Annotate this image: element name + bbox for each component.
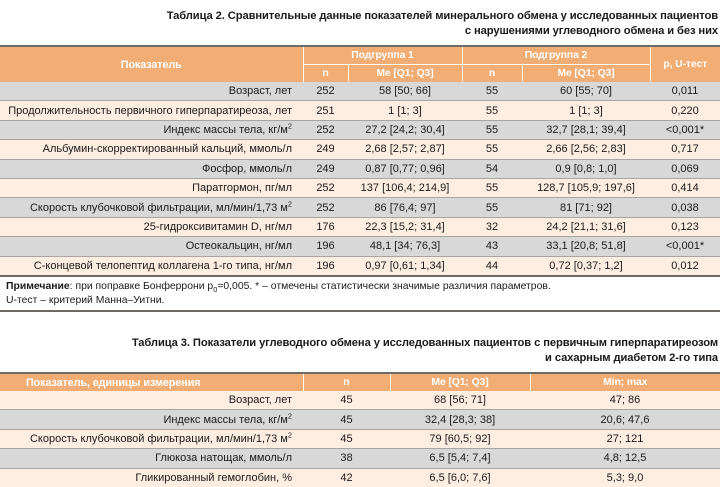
- row-label: Альбумин-скорректированный кальций, ммоль/л: [0, 140, 303, 159]
- row-n: 45: [303, 429, 390, 448]
- row-minmax: 47; 86: [530, 391, 720, 410]
- row-p-value: 0,414: [650, 178, 720, 197]
- row-minmax: 4,8; 12,5: [530, 449, 720, 468]
- table3-title: [0, 336, 720, 372]
- table-row: [0, 140, 720, 159]
- row-label: Возраст, лет: [0, 391, 303, 410]
- table2-header: [0, 46, 720, 82]
- table-row: [0, 237, 720, 256]
- table3-col-me: Ме [Q1; Q3]: [390, 373, 530, 391]
- row-minmax: 20,6; 47,6: [530, 410, 720, 429]
- row-p-value: 0,038: [650, 198, 720, 217]
- row-n: 42: [303, 468, 390, 487]
- row-me-group1: 1 [1; 3]: [348, 101, 462, 120]
- row-minmax: 5,3; 9,0: [530, 468, 720, 487]
- table3-col-minmax: Min; max: [530, 373, 720, 391]
- row-label: Гликированный гемоглобин, %: [0, 468, 303, 487]
- table2-note-text-a: : при поправке Бонферрони p: [69, 280, 214, 292]
- table2-col-n1: n: [303, 65, 348, 83]
- row-n-group1: 252: [303, 120, 348, 139]
- table2: [0, 45, 720, 275]
- row-n-group2: 54: [462, 159, 522, 178]
- row-label: Фосфор, ммоль/л: [0, 159, 303, 178]
- table-row: [0, 198, 720, 217]
- row-me-group2: 33,1 [20,8; 51,8]: [522, 237, 650, 256]
- row-p-value: <0,001*: [650, 237, 720, 256]
- row-n-group2: 32: [462, 217, 522, 236]
- row-n: 38: [303, 449, 390, 468]
- table-row: [0, 120, 720, 139]
- row-me-group1: 48,1 [34; 76,3]: [348, 237, 462, 256]
- row-me-group1: 0,87 [0,77; 0,96]: [348, 159, 462, 178]
- table2-note-label: Примечание: [6, 280, 70, 292]
- row-n-group2: 43: [462, 237, 522, 256]
- table2-title-line2: с нарушениями углеводного обмена и без них: [464, 25, 718, 37]
- row-p-value: 0,717: [650, 140, 720, 159]
- row-me-group1: 0,97 [0,61; 1,34]: [348, 256, 462, 275]
- row-me-group2: 1 [1; 3]: [522, 101, 650, 120]
- table-row: [0, 410, 720, 429]
- table2-title: [0, 0, 720, 45]
- row-p-value: 0,069: [650, 159, 720, 178]
- table2-note-text-b: =0,005. * – отмечены статистически значимые различия параметров.: [217, 280, 551, 292]
- row-n-group1: 249: [303, 159, 348, 178]
- table2-col-me1: Ме [Q1; Q3]: [348, 65, 462, 83]
- table2-col-me2: Ме [Q1; Q3]: [522, 65, 650, 83]
- row-n-group2: 55: [462, 140, 522, 159]
- row-n-group2: 55: [462, 101, 522, 120]
- row-label: Остеокальцин, нг/мл: [0, 237, 303, 256]
- table3-title-line2: и сахарным диабетом 2-го типа: [545, 352, 718, 365]
- row-me-group1: 2,68 [2,57; 2,87]: [348, 140, 462, 159]
- table-row: [0, 82, 720, 101]
- row-n-group1: 252: [303, 198, 348, 217]
- table3-col-parameter: Показатель, единицы измерения: [0, 373, 303, 391]
- row-label: Индекс массы тела, $кг/м^2$: [0, 120, 303, 139]
- row-label: Возраст, лет: [0, 82, 303, 101]
- row-n-group2: 55: [462, 198, 522, 217]
- table2-col-parameter: Показатель: [0, 46, 303, 82]
- table-row: [0, 391, 720, 410]
- row-n-group1: 249: [303, 140, 348, 159]
- table-row: [0, 178, 720, 197]
- row-label: Скорость клубочковой фильтрации, мл/мин/1,73 $м^2$: [0, 198, 303, 217]
- row-n: 45: [303, 410, 390, 429]
- table2-note: [0, 275, 720, 312]
- row-me: 32,4 [28,3; 38]: [390, 410, 530, 429]
- row-n-group1: 252: [303, 178, 348, 197]
- row-p-value: 0,011: [650, 82, 720, 101]
- row-p-value: 0,123: [650, 217, 720, 236]
- table2-col-group2: Подгруппа 2: [462, 46, 650, 65]
- section-gap: [0, 312, 720, 336]
- row-label: Скорость клубочковой фильтрации, мл/мин/1,73 $м^2$: [0, 429, 303, 448]
- table2-note-subscript: 0: [213, 284, 218, 294]
- row-n: 45: [303, 391, 390, 410]
- row-n-group2: 55: [462, 82, 522, 101]
- table2-header-row-1: [0, 46, 720, 65]
- row-n-group1: 196: [303, 237, 348, 256]
- table3-header: [0, 373, 720, 391]
- row-n-group1: 252: [303, 82, 348, 101]
- row-n-group1: 251: [303, 101, 348, 120]
- table3: [0, 372, 720, 487]
- table2-note-line2: U-тест – критерий Манна–Уитни.: [6, 294, 165, 306]
- row-me-group2: 24,2 [21,1; 31,6]: [522, 217, 650, 236]
- row-me-group2: 81 [71; 92]: [522, 198, 650, 217]
- row-p-value: <0,001*: [650, 120, 720, 139]
- row-me: 6,5 [5,4; 7,4]: [390, 449, 530, 468]
- table-row: [0, 429, 720, 448]
- row-n-group2: 55: [462, 178, 522, 197]
- row-label: Глюкоза натощак, ммоль/л: [0, 449, 303, 468]
- row-me-group2: 0,9 [0,8; 1,0]: [522, 159, 650, 178]
- row-me-group1: 58 [50; 66]: [348, 82, 462, 101]
- row-me-group2: 0,72 [0,37; 1,2]: [522, 256, 650, 275]
- row-n-group2: 55: [462, 120, 522, 139]
- table2-col-n2: n: [462, 65, 522, 83]
- table-row: [0, 256, 720, 275]
- row-label: Продолжительность первичного гиперпаратиреоза, лет: [0, 101, 303, 120]
- row-me: 6,5 [6,0; 7,6]: [390, 468, 530, 487]
- row-me-group1: 27,2 [24,2; 30,4]: [348, 120, 462, 139]
- row-me-group2: 32,7 [28,1; 39,4]: [522, 120, 650, 139]
- table-row: [0, 449, 720, 468]
- row-minmax: 27; 121: [530, 429, 720, 448]
- row-me-group1: 22,3 [15,2; 31,4]: [348, 217, 462, 236]
- row-n-group1: 196: [303, 256, 348, 275]
- row-p-value: 0,012: [650, 256, 720, 275]
- table3-col-n: n: [303, 373, 390, 391]
- row-me-group1: 137 [106,4; 214,9]: [348, 178, 462, 197]
- row-me-group2: 2,66 [2,56; 2,83]: [522, 140, 650, 159]
- row-p-value: 0,220: [650, 101, 720, 120]
- table-row: [0, 217, 720, 236]
- row-label: 25-гидроксивитамин D, нг/мл: [0, 217, 303, 236]
- table2-body: [0, 82, 720, 275]
- row-me: 79 [60,5; 92]: [390, 429, 530, 448]
- row-label: С-концевой телопептид коллагена 1-го типа, нг/мл: [0, 256, 303, 275]
- row-n-group2: 44: [462, 256, 522, 275]
- row-n-group1: 176: [303, 217, 348, 236]
- row-label: Индекс массы тела, $кг/м^2$: [0, 410, 303, 429]
- table2-title-line1: Таблица 2. Сравнительные данные показателей минерального обмена у исследованных пациентов: [166, 10, 718, 22]
- row-me-group2: 60 [55; 70]: [522, 82, 650, 101]
- table-row: [0, 159, 720, 178]
- table3-header-row: [0, 373, 720, 391]
- table2-col-group1: Подгруппа 1: [303, 46, 462, 65]
- row-me-group1: 86 [76,4; 97]: [348, 198, 462, 217]
- row-label: Паратгормон, пг/мл: [0, 178, 303, 197]
- table2-note-line1: [6, 280, 714, 294]
- table-row: [0, 101, 720, 120]
- row-me-group2: 128,7 [105,9; 197,6]: [522, 178, 650, 197]
- table2-col-p: p, U-тест: [650, 46, 720, 82]
- table3-title-line1: Таблица 3. Показатели углеводного обмена у исследованных пациентов с первичным гиперпаратиреозом: [131, 337, 718, 350]
- row-me: 68 [56; 71]: [390, 391, 530, 410]
- table3-body: [0, 391, 720, 487]
